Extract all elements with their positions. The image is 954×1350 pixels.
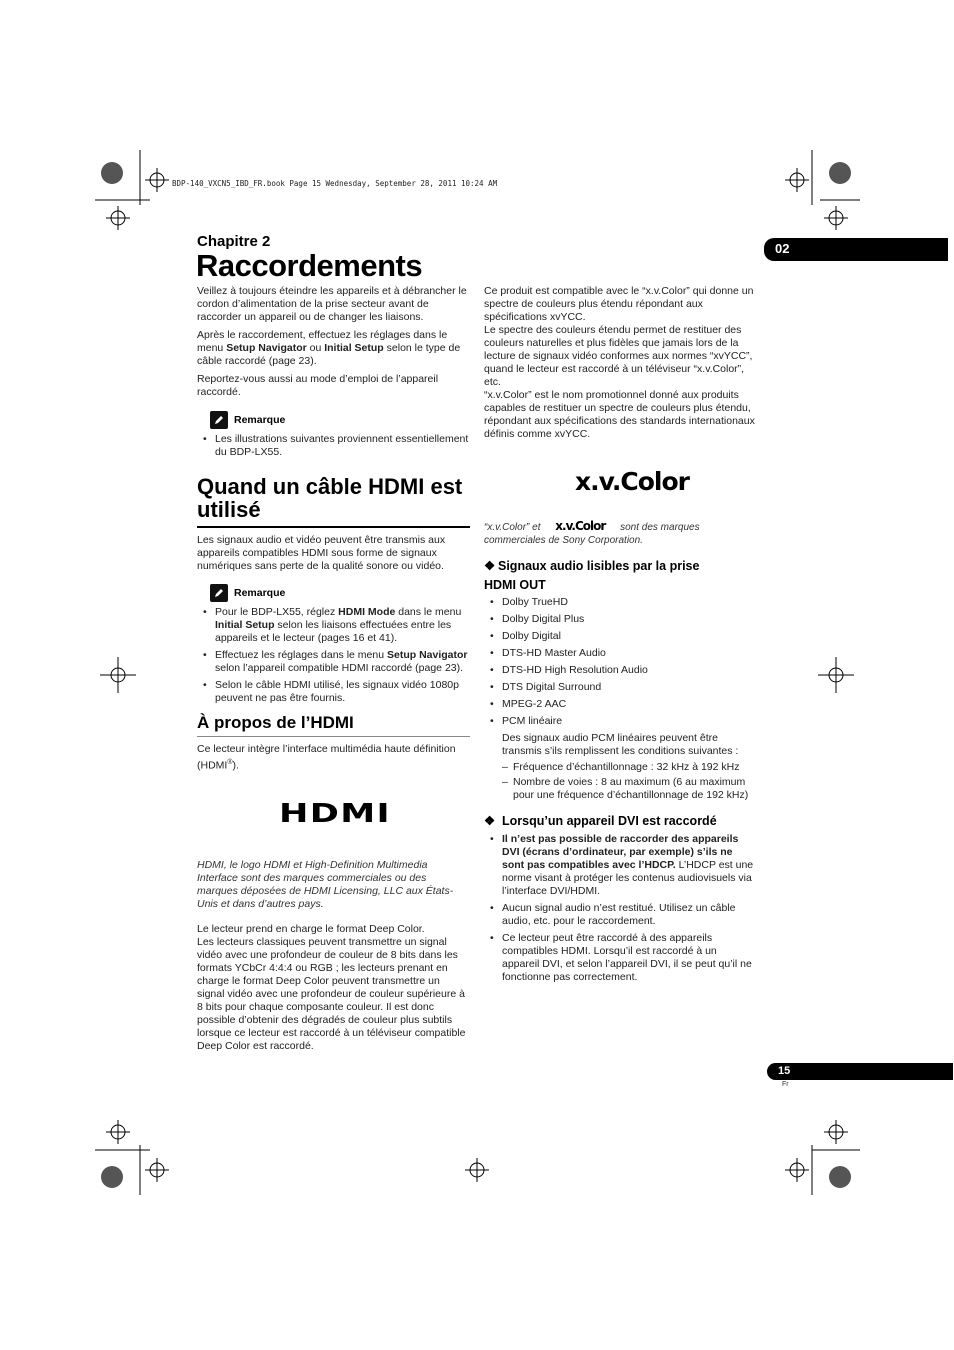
list-item: • Les illustrations suivantes proviennent essentiellement du BDP-LX55. bbox=[197, 433, 470, 459]
list-item: • Effectuez les réglages dans le menu Setup Navigator selon l’appareil compatible HDMI raccordé (page 23). bbox=[197, 649, 470, 675]
section-title-about-hdmi: À propos de l’HDMI bbox=[197, 713, 354, 732]
note-header: Remarque bbox=[210, 411, 470, 429]
pencil-note-icon bbox=[210, 411, 228, 429]
xvcolor-logo: x.v.Color bbox=[575, 467, 689, 496]
list-item: • DTS-HD High Resolution Audio bbox=[484, 664, 757, 677]
hdmi-trademark-note: HDMI, le logo HDMI et High-Definition Multimedia Interface sont des marques commerciales ou des marques déposées de HDMI Licensing, LLC aux États-Unis et dans d’autres pays. bbox=[197, 858, 454, 910]
note-header: Remarque bbox=[210, 584, 470, 602]
dvi-list bbox=[484, 833, 757, 984]
list-item: • MPEG-2 AAC bbox=[484, 698, 757, 711]
chapter-tab bbox=[764, 238, 948, 261]
left-column bbox=[197, 285, 470, 1053]
audio-formats-list bbox=[484, 596, 757, 728]
list-item: • Ce lecteur peut être raccordé à des appareils compatibles HDMI. Lorsqu’il est raccordé à un appareil DVI, et selon l’appareil DVI, il se peut qu’il ne fonctionne pas correctement. bbox=[484, 932, 757, 984]
hdmi-logo: HDMI bbox=[279, 798, 391, 829]
dvi-heading: ❖ Lorsqu’un appareil DVI est raccordé bbox=[484, 812, 757, 831]
page-number-tab bbox=[767, 1063, 953, 1080]
about-hdmi-p1: Ce lecteur intègre l’interface multimédia haute définition (HDMI®). bbox=[197, 743, 456, 772]
divider bbox=[197, 736, 470, 737]
deep-color-p1: Le lecteur prend en charge le format Deep Color. bbox=[197, 922, 425, 935]
pcm-conditions-list bbox=[484, 761, 757, 802]
audio-signals-heading: ❖ Signaux audio lisibles par la prise HDMI OUT bbox=[484, 559, 700, 592]
intro-p2: Après le raccordement, effectuez les réglages dans le menu Setup Navigator ou Initial Setup selon le type de câble raccordé (page 23). bbox=[197, 329, 461, 367]
pencil-note-icon bbox=[210, 584, 228, 602]
xvcolor-trademark-note: “x.v.Color” et x.v.Color sont des marques commerciales de Sony Corporation. bbox=[484, 519, 700, 546]
list-item: • PCM linéaire bbox=[484, 715, 757, 728]
page-number: 15 bbox=[778, 1065, 791, 1077]
list-item: • DTS-HD Master Audio bbox=[484, 647, 757, 660]
list-item: • Il n’est pas possible de raccorder des appareils DVI (écrans d’ordinateur, par exemple) s’ils ne sont pas compatibles avec l’HDCP. L’HDCP est une norme visant à protéger les contenus audiovisuels via l’interface DVI/HDMI. bbox=[484, 833, 757, 898]
list-item: • Dolby TrueHD bbox=[484, 596, 757, 609]
section-title-hdmi-cable: Quand un câble HDMI est utilisé bbox=[197, 474, 463, 522]
list-item: – Fréquence d’échantillonnage : 32 kHz à 192 kHz bbox=[484, 761, 757, 774]
chapter-tab-number: 02 bbox=[775, 241, 790, 256]
print-header: BDP-140_VXCN5_IBD_FR.book Page 15 Wednesday, September 28, 2011 10:24 AM bbox=[172, 179, 498, 188]
right-column bbox=[484, 285, 757, 988]
list-item: • Dolby Digital Plus bbox=[484, 613, 757, 626]
xvcolor-logo-small: x.v.Color bbox=[555, 519, 606, 533]
list-item: • Dolby Digital bbox=[484, 630, 757, 643]
diamond-icon: ❖ bbox=[484, 814, 496, 828]
list-item: • Pour le BDP-LX55, réglez HDMI Mode dans le menu Initial Setup selon les liaisons effectuées entre les appareils et le lecteur (pages 16 et 41). bbox=[197, 606, 470, 645]
deep-color-p2: Les lecteurs classiques peuvent transmettre un signal vidéo avec une profondeur de couleur de 8 bits dans les formats YCbCr 4:4:4 ou RGB ; les lecteurs prenant en charge le format Deep Color peuvent transmettre un signal vidéo avec une profondeur de couleur supérieure à 8 bits pour chaque composante couleur. Il est donc possible d’obtenir des dégradés de couleur plus subtils lorsque ce lecteur est raccordé à un téléviseur compatible Deep Color est raccordé. bbox=[197, 935, 466, 1052]
page-title: Raccordements bbox=[196, 248, 423, 283]
intro-p3: Reportez-vous aussi au mode d’emploi de l’appareil raccordé. bbox=[197, 373, 439, 398]
language-code: Fr bbox=[782, 1081, 789, 1088]
xvcolor-p2: Le spectre des couleurs étendu permet de restituer des couleurs naturelles et plus fidèles que jamais lors de la lecture de signaux vidéo conformes aux normes “xvYCC”, quand le lecteur est raccordé à un téléviseur “x.v.Color”, etc. bbox=[484, 324, 753, 388]
list-item: • Aucun signal audio n’est restitué. Utilisez un câble audio, etc. pour le raccordement. bbox=[484, 902, 757, 928]
list-item: • Selon le câble HDMI utilisé, les signaux vidéo 1080p peuvent ne pas être fournis. bbox=[197, 679, 470, 705]
intro-p1: Veillez à toujours éteindre les appareils et à débrancher le cordon d’alimentation de la prise secteur avant de raccorder un appareil ou de changer les liaisons. bbox=[197, 285, 467, 323]
chapter-label: Chapitre 2 bbox=[197, 233, 271, 250]
diamond-icon: ❖ bbox=[484, 559, 496, 573]
xvcolor-p3: “x.v.Color” est le nom promotionnel donné aux produits capables de restituer un spectre de couleurs plus étendu, répondant aux spécifications des standards internationaux définis comme xvYCC. bbox=[484, 389, 755, 440]
list-item: • DTS Digital Surround bbox=[484, 681, 757, 694]
list-item: – Nombre de voies : 8 au maximum (6 au maximum pour une fréquence d’échantillonnage de 192 kHz) bbox=[484, 776, 757, 802]
note2-list bbox=[197, 606, 470, 705]
hdmi-section-body: Les signaux audio et vidéo peuvent être transmis aux appareils compatibles HDMI sous forme de signaux numériques sans perte de la qualité sonore ou vidéo. bbox=[197, 534, 446, 572]
xvcolor-p1: Ce produit est compatible avec le “x.v.Color” qui donne un spectre de couleurs plus étendu répondant aux spécifications xvYCC. bbox=[484, 285, 754, 323]
pcm-note: Des signaux audio PCM linéaires peuvent être transmis s’ils remplissent les conditions suivantes : bbox=[502, 732, 739, 757]
note1-list bbox=[197, 433, 470, 459]
divider bbox=[197, 526, 470, 528]
